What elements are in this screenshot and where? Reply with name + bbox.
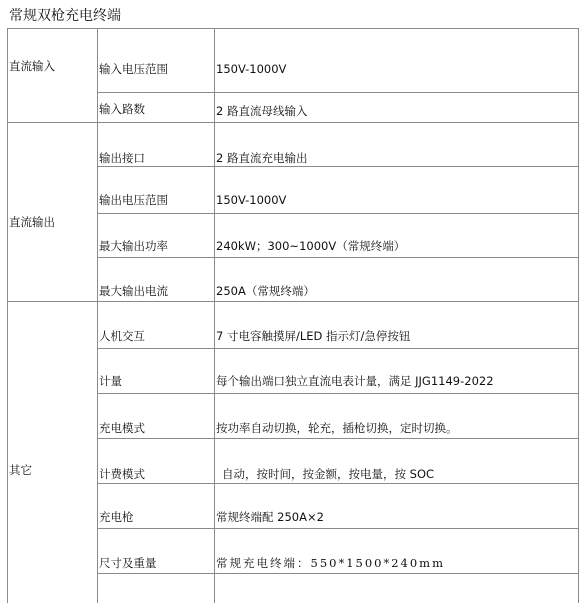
row-value: 常规终端配 250A×2 — [216, 510, 324, 524]
row-value: 250A（常规终端） — [216, 284, 315, 298]
section-divider-1 — [7, 122, 579, 123]
row-label: 输入路数 — [99, 102, 145, 116]
grid-line-col2 — [214, 29, 215, 603]
row-value: 按功率自动切换，轮充，插枪切换，定时切换。 — [216, 421, 458, 435]
spec-table — [7, 3, 579, 603]
row-label: 人机交互 — [99, 329, 145, 343]
row-divider — [97, 213, 579, 214]
row-label: 充电模式 — [99, 421, 145, 435]
category-other: 其它 — [9, 463, 32, 477]
row-divider — [97, 348, 579, 349]
grid-line-left — [7, 29, 8, 603]
row-label: 最大输出功率 — [99, 239, 168, 253]
grid-line-col1 — [97, 29, 98, 603]
row-label: 尺寸及重量 — [99, 556, 157, 570]
row-value: 150V-1000V — [216, 62, 287, 76]
row-label: 计量 — [99, 374, 122, 388]
row-label: 输出接口 — [99, 151, 145, 165]
row-value: 每个输出端口独立直流电表计量，满足 JJG1149-2022 — [216, 374, 494, 388]
section-divider-2 — [7, 301, 579, 302]
row-label: 输出电压范围 — [99, 193, 168, 207]
row-divider — [97, 528, 579, 529]
row-label: 最大输出电流 — [99, 284, 168, 298]
row-label: 充电枪 — [99, 510, 134, 524]
table-title: 常规双枪充电终端 — [7, 3, 579, 29]
row-divider — [97, 166, 579, 167]
row-value: 自动，按时间，按金额，按电量，按 SOC — [222, 467, 435, 481]
category-dc-input: 直流输入 — [9, 59, 55, 73]
row-divider — [97, 573, 579, 574]
row-value: 7 寸电容触摸屏/LED 指示灯/急停按钮 — [216, 329, 411, 343]
row-divider — [97, 257, 579, 258]
row-divider — [97, 438, 579, 439]
row-divider — [97, 92, 579, 93]
row-value: 2 路直流母线输入 — [216, 104, 308, 118]
row-value: 150V-1000V — [216, 193, 287, 207]
row-divider — [97, 393, 579, 394]
row-value: 240kW；300~1000V（常规终端） — [216, 239, 406, 253]
row-divider — [97, 483, 579, 484]
row-value: 2 路直流充电输出 — [216, 151, 308, 165]
category-dc-output: 直流输出 — [9, 215, 55, 229]
row-label: 计费模式 — [99, 467, 145, 481]
row-label: 输入电压范围 — [99, 62, 168, 76]
grid-line-right — [578, 29, 579, 603]
row-value: 常规充电终端：550*1500*240mm — [216, 556, 445, 570]
